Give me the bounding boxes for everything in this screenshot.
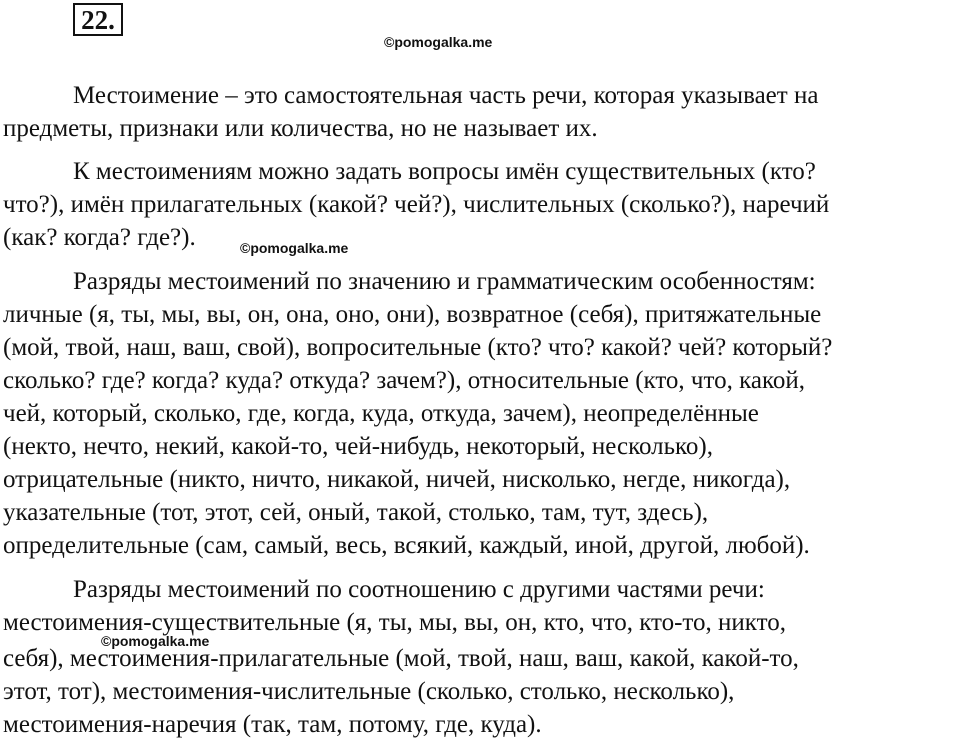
exercise-number: 22. bbox=[73, 3, 123, 36]
paragraph-3-line-2: личные (я, ты, мы, вы, он, она, оно, они), возвратное (себя), притяжательные bbox=[3, 301, 822, 328]
watermark: ©pomogalka.me bbox=[384, 34, 493, 50]
paragraph-3-line-1: Разряды местоимений по значению и грамматическим особенностям: bbox=[73, 268, 816, 295]
paragraph-2-line-1: К местоимениям можно задать вопросы имён существительных (кто? bbox=[73, 158, 816, 185]
watermark: ©pomogalka.me bbox=[240, 240, 349, 256]
paragraph-4-line-4: этот, тот), местоимения-числительные (сколько, столько, несколько), bbox=[3, 678, 735, 705]
paragraph-3-line-4: сколько? где? когда? куда? откуда? зачем?), относительные (кто, что, какой, bbox=[3, 367, 805, 394]
paragraph-4-line-3: себя), местоимения-прилагательные (мой, твой, наш, ваш, какой, какой-то, bbox=[3, 645, 799, 672]
paragraph-3-line-3: (мой, твой, наш, ваш, свой), вопросительные (кто? что? какой? чей? который? bbox=[3, 334, 833, 361]
paragraph-3-line-5: чей, который, сколько, где, когда, куда, откуда, зачем), неопределённые bbox=[3, 400, 759, 427]
paragraph-4-line-1: Разряды местоимений по соотношению с другими частями речи: bbox=[73, 576, 765, 603]
watermark: ©pomogalka.me bbox=[101, 633, 210, 649]
paragraph-2-line-3: (как? когда? где?). bbox=[3, 224, 196, 251]
paragraph-3-line-6: (некто, нечто, некий, какой-то, чей-нибудь, некоторый, несколько), bbox=[3, 433, 713, 460]
paragraph-2-line-2: что?), имён прилагательных (какой? чей?), числительных (сколько?), наречий bbox=[3, 191, 830, 218]
paragraph-4-line-5: местоимения-наречия (так, там, потому, где, куда). bbox=[3, 711, 542, 738]
paragraph-1-line-2: предметы, признаки или количества, но не называет их. bbox=[3, 115, 598, 142]
paragraph-3-line-9: определительные (сам, самый, весь, всякий, каждый, иной, другой, любой). bbox=[3, 532, 810, 559]
paragraph-3-line-7: отрицательные (никто, ничто, никакой, ничей, нисколько, негде, никогда), bbox=[3, 466, 791, 493]
paragraph-1-line-1: Местоимение – это самостоятельная часть речи, которая указывает на bbox=[73, 82, 819, 109]
paragraph-4-line-2: местоимения-существительные (я, ты, мы, вы, он, кто, что, кто-то, никто, bbox=[3, 609, 786, 636]
paragraph-3-line-8: указательные (тот, этот, сей, оный, такой, столько, там, тут, здесь), bbox=[3, 499, 709, 526]
